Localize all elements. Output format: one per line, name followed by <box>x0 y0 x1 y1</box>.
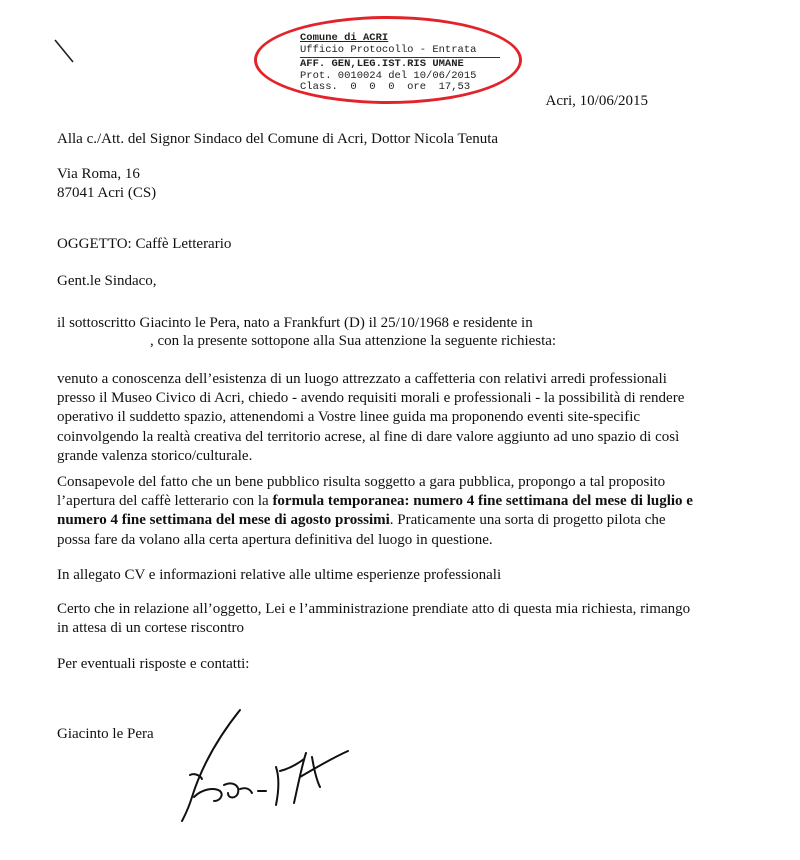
paragraph-2-bold: formula temporanea: numero 4 fine settimana del mese di luglio e numero 4 fine settimana del mese di agosto prossimi <box>57 493 693 529</box>
paragraph-4: Certo che in relazione all’oggetto, Lei e l’amministrazione prendiate atto di questa mia richiesta, rimango in attesa di un cortese riscontro <box>57 601 691 637</box>
stamp-line-1: Comune di ACRI <box>300 32 389 44</box>
intro-line-2: , con la presente sottopone alla Sua attenzione la seguente richiesta: <box>150 333 557 349</box>
paragraph-2-part-1: Consapevole del fatto che un bene pubblico risulta soggetto a gara pubblica, propongo a tal proposito l’apertura del caffè letterario con la <box>57 474 666 510</box>
address-line-2: 87041 Acri (CS) <box>57 185 157 201</box>
recipient-line: Alla c./Att. del Signor Sindaco del Comune di Acri, Dottor Nicola Tenuta <box>57 131 499 147</box>
paragraph-3: In allegato CV e informazioni relative alle ultime esperienze professionali <box>57 567 502 583</box>
protocol-stamp <box>300 33 500 94</box>
stamp-line-2: Ufficio Protocollo - Entrata <box>300 45 500 59</box>
letter-date: Acri, 10/06/2015 <box>545 93 648 109</box>
scan-mark <box>52 38 76 64</box>
stamp-line-4: Prot. 0010024 del 10/06/2015 <box>300 69 477 82</box>
subject-line: OGGETTO: Caffè Letterario <box>57 236 232 252</box>
contacts-line: Per eventuali risposte e contatti: <box>57 656 250 672</box>
salutation: Gent.le Sindaco, <box>57 273 157 289</box>
intro-line-1: il sottoscritto Giacinto le Pera, nato a Frankfurt (D) il 25/10/1968 e residente in <box>57 315 533 331</box>
paragraph-2-part-2: . Praticamente una sorta di progetto pilota che possa fare da volano alla certa apertura definitiva del luogo in questione. <box>57 512 666 548</box>
paragraph-2 <box>57 473 697 550</box>
stamp-line-3: AFF. GEN,LEG.IST.RIS UMANE <box>300 58 464 70</box>
address-line-1: Via Roma, 16 <box>57 166 140 182</box>
stamp-line-5: Class. 0 0 0 ore 17,53 <box>300 81 471 93</box>
handwritten-signature <box>180 705 365 825</box>
paragraph-1: venuto a conoscenza dell’esistenza di un luogo attrezzato a caffetteria con relativi arredi professionali presso il Museo Civico di Acri, chiedo - avendo requisiti morali e professionali - la possibilità di rendere operativo il suddetto spazio, attenendomi a Vostre linee guida ma proponendo eventi site-specific coinvolgendo la realtà creativa del territorio acrese, al fine di dare valore aggiunto ad uno spazio di così grande valenza storico/culturale. <box>57 371 685 464</box>
signer-name: Giacinto le Pera <box>57 726 154 742</box>
